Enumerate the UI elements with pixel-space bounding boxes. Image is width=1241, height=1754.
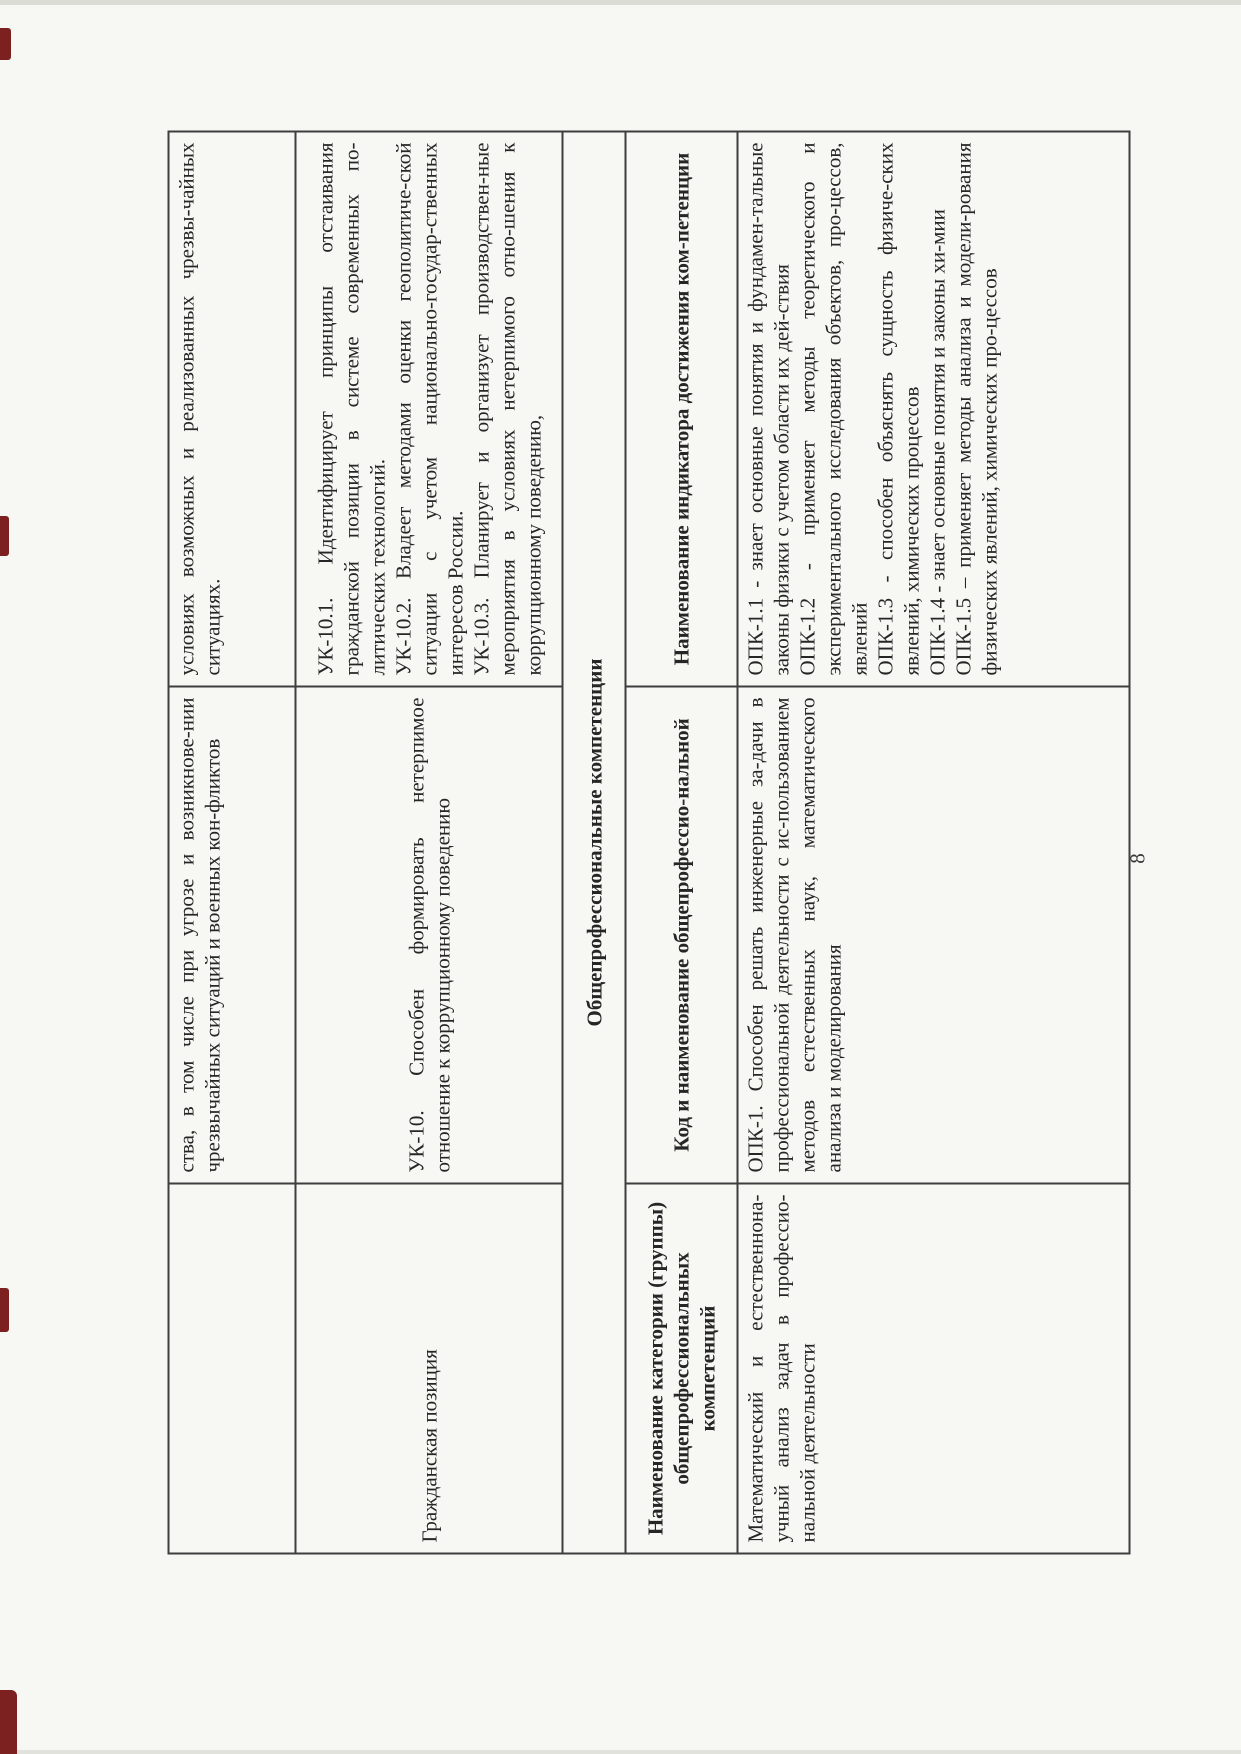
binding-mark	[0, 1690, 17, 1754]
binding-mark	[0, 1288, 9, 1332]
cell-indicators-uk10	[296, 132, 563, 687]
section-header: Общепрофессиональные компетенции	[563, 132, 626, 1554]
table-row-opk1	[738, 132, 1130, 1554]
scan-edge-top	[0, 0, 1241, 5]
table-row-continuation	[169, 132, 296, 1554]
cell-indicator-continuation: условиях возможных и реализованных чрезвы-чайных ситуациях.	[169, 132, 296, 687]
indicator-line: УК-10.1. Идентифицирует принципы отстаивания гражданской позиции в системе современных по-литических технологий.	[313, 142, 389, 676]
cell-competence-continuation: ства, в том числе при угрозе и возникнове-нии чрезвычайных ситуаций и военных кон-фликтов	[169, 687, 296, 1184]
header-indicator: Наименование индикатора достижения ком-петенции	[626, 132, 738, 687]
indicator-line: ОПК-1.3 - способен объяснять сущность физиче-ских явлений, химических процессов	[873, 142, 924, 676]
cell-indicators-opk1	[738, 132, 1130, 687]
indicator-line: ОПК-1.2 - применяет методы теоретического и экспериментального исследования объектов, про-цессов, явлений	[795, 142, 872, 676]
competency-table	[168, 131, 1131, 1555]
indicator-line: ОПК-1.5 – применяет методы анализа и модели-рования физических явлений, химических про-цессов	[951, 142, 1002, 676]
cell-category-opk1: Математический и естественнона-учный анализ задач в профессио-нальной деятельности	[738, 1184, 1130, 1554]
page-number: 8	[1125, 853, 1150, 864]
cell-category-uk10: Гражданская позиция	[296, 1184, 563, 1554]
rotated-table-layer	[168, 133, 1150, 1555]
indicator-line: УК-10.3. Планирует и организует производствен-ные мероприятия в условиях нетерпимого отно-шения к коррупционному поведению,	[469, 142, 545, 676]
table-row-uk10	[296, 132, 563, 1554]
table-row-section	[563, 132, 626, 1554]
indicator-line: ОПК-1.1 - знает основные понятия и фундамен-тальные законы физики с учетом области их дей-ствия	[743, 142, 794, 676]
cell-category-continuation	[169, 1184, 296, 1554]
indicator-line: ОПК-1.4 - знает основные понятия и законы хи-мии	[925, 209, 950, 676]
cell-competence-opk1: ОПК-1. Способен решать инженерные за-дачи в профессиональной деятельности с ис-пользованием методов естественных наук, математического анализа и моделирования	[738, 687, 1130, 1184]
binding-mark	[0, 516, 9, 556]
table-row-headers	[626, 132, 738, 1554]
scan-edge-bottom	[0, 1750, 1241, 1754]
header-competence: Код и наименование общепрофессио-нальной	[626, 687, 738, 1184]
indicator-line: УК-10.2. Владеет методами оценки геополитиче-ской ситуации с учетом национально-государ-ственных интересов России.	[391, 142, 467, 676]
binding-mark	[0, 28, 11, 60]
cell-competence-uk10: УК-10. Способен формировать нетерпимое отношение к коррупционному поведению	[296, 687, 563, 1184]
header-category: Наименование категории (группы) общепрофессиональных компетенций	[626, 1184, 738, 1554]
